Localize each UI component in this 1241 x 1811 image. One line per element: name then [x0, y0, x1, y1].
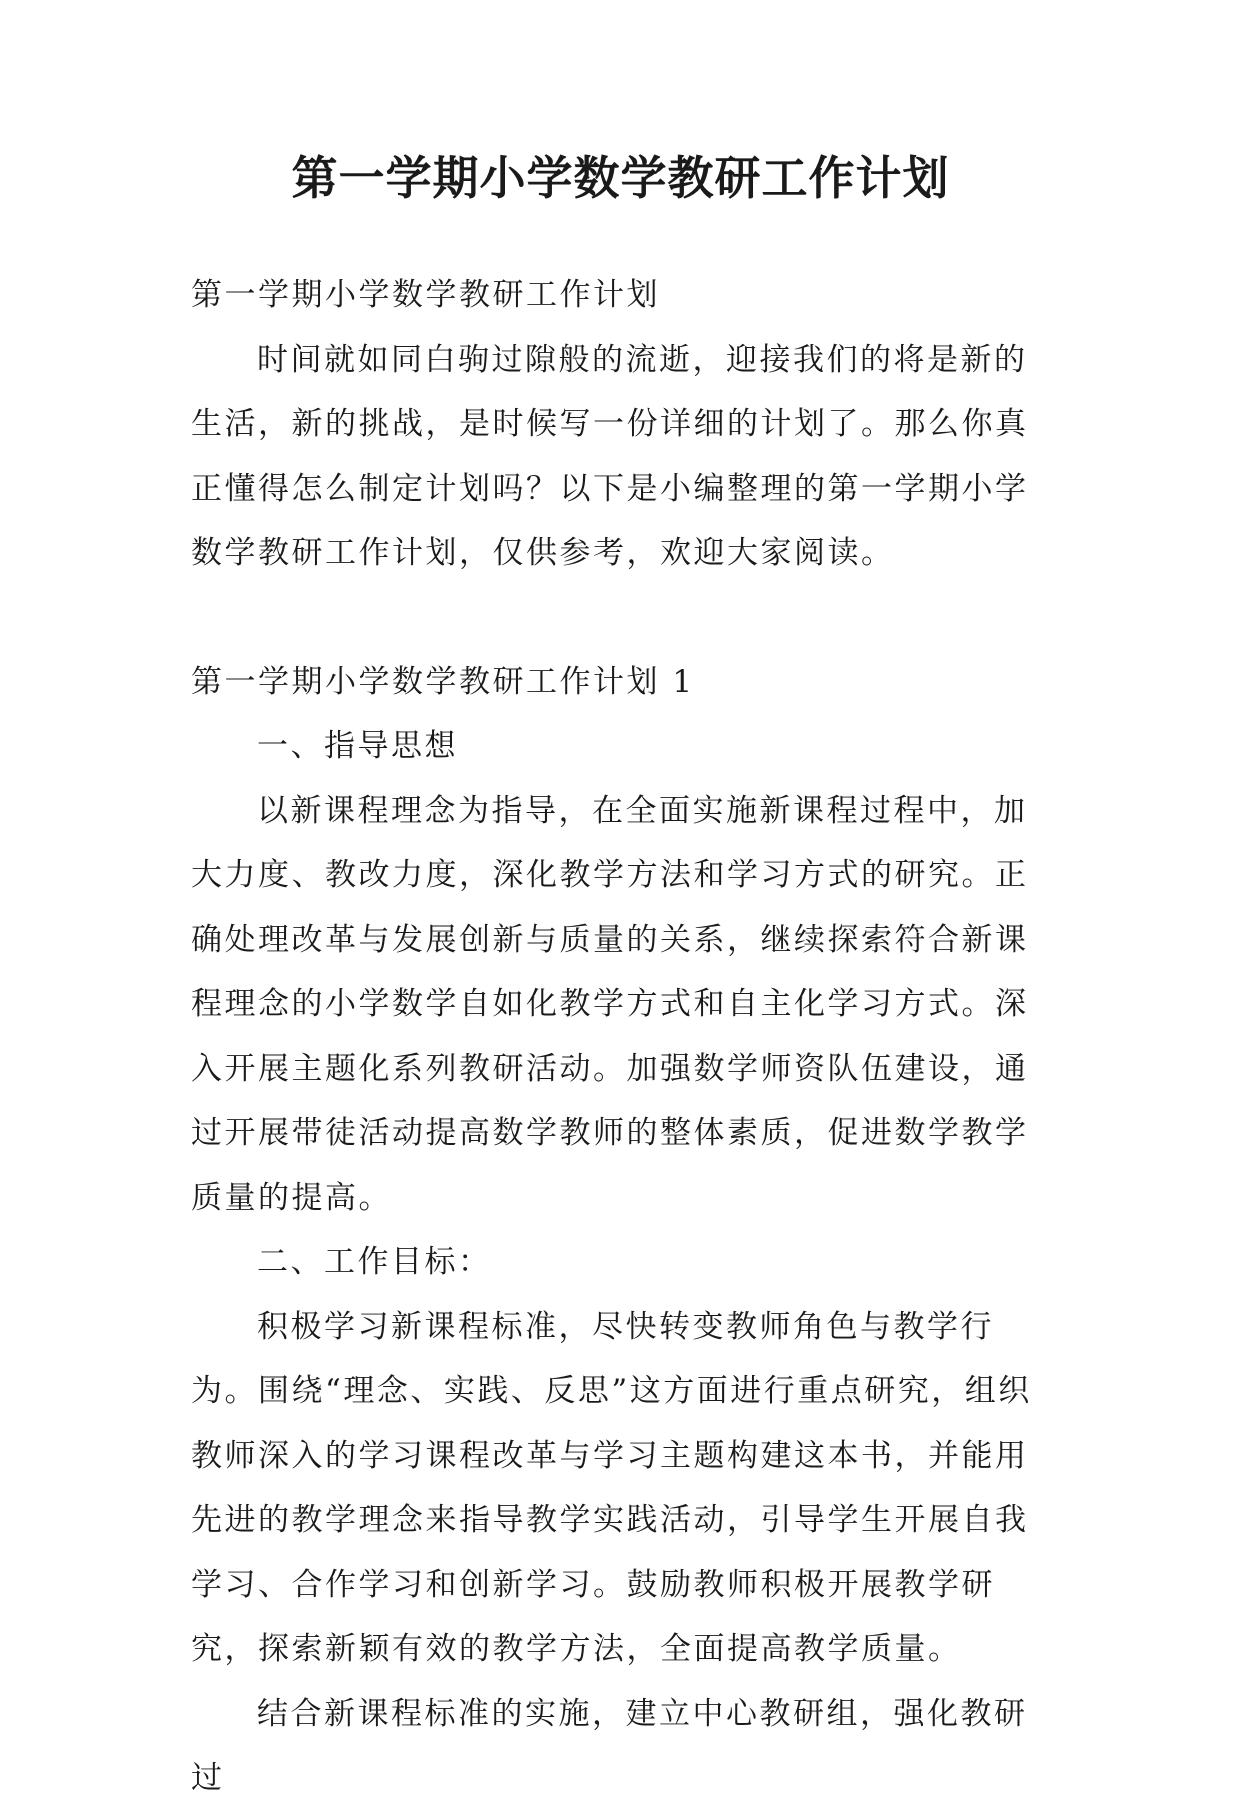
document-body	[191, 263, 1051, 1811]
intro-paragraph: 时间就如同白驹过隙般的流逝，迎接我们的将是新的生活，新的挑战，是时候写一份详细的计划了。那么你真正懂得怎么制定计划吗？以下是小编整理的第一学期小学数学教研工作计划，仅供参考，欢迎大家阅读。	[191, 341, 1029, 571]
document-title: 第一学期小学数学教研工作计划	[291, 151, 950, 205]
part1-heading: 一、指导思想	[257, 728, 458, 764]
intro-heading: 第一学期小学数学教研工作计划	[191, 277, 660, 313]
part3-paragraph: 结合新课程标准的实施，建立中心教研组，强化教研过	[191, 1695, 1028, 1796]
section-spacer	[191, 586, 1051, 650]
part2-paragraph: 积极学习新课程标准，尽快转变教师角色与教学行为。围绕“理念、实践、反思”这方面进行重点研究，组织教师深入的学习课程改革与学习主题构建这本书，并能用先进的教学理念来指导教学实践活动，引导学生开展自我学习、合作学习和创新学习。鼓励教师积极开展教学研究，探索新颖有效的教学方法，全面提高教学质量。	[191, 1308, 1032, 1667]
part1-paragraph: 以新课程理念为指导，在全面实施新课程过程中，加大力度、教改力度，深化教学方法和学习方式的研究。正确处理改革与发展创新与质量的关系，继续探索符合新课程理念的小学数学自如化教学方式和自主化学习方式。深入开展主题化系列教研活动。加强数学师资队伍建设，通过开展带徒活动提高数学教师的整体素质，促进数学教学质量的提高。	[191, 792, 1029, 1216]
part2-heading: 二、工作目标：	[257, 1244, 492, 1280]
section-heading: 第一学期小学数学教研工作计划 1	[191, 663, 695, 700]
